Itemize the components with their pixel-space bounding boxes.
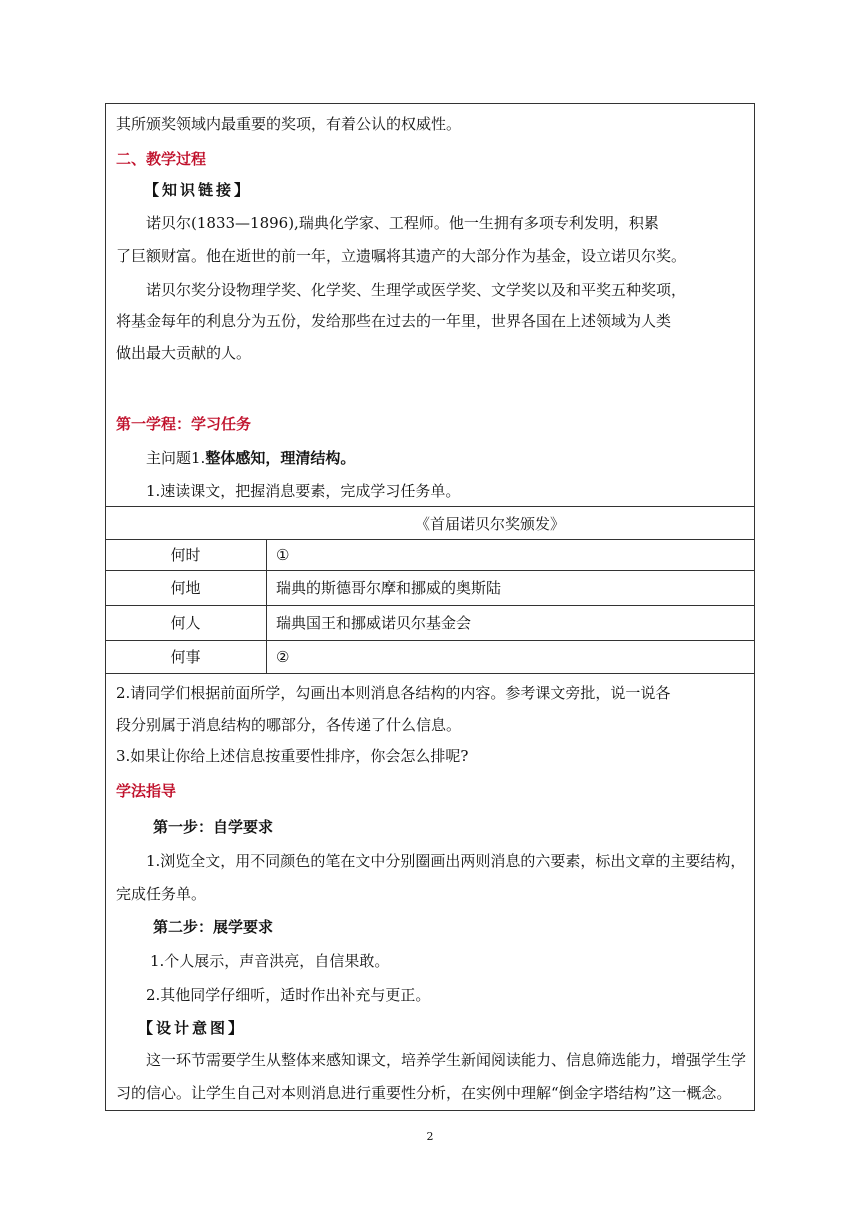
table-caption: 《首届诺贝尔奖颁发》 (414, 515, 565, 533)
task1-text: 1.速读课文，把握消息要素，完成学习任务单。 (146, 482, 461, 500)
page-number: 2 (426, 1130, 434, 1143)
step2-item1: 1.个人展示，声音洪亮，自信果敢。 (150, 952, 390, 970)
table-row-label: 何人 (170, 614, 201, 632)
table-row-value: ② (276, 648, 290, 666)
table-rule (105, 640, 755, 641)
section-title: 二、教学过程 (116, 150, 207, 168)
table-rule (105, 570, 755, 571)
knowledge-heading: 【知识链接】 (144, 181, 253, 199)
main-question-prefix: 主问题1. (146, 449, 206, 467)
table-rule (105, 539, 755, 540)
question2-line1: 2.请同学们根据前面所学，勾画出本则消息各结构的内容。参考课文旁批，说一说各 (116, 684, 671, 702)
knowledge-p1-line1: 诺贝尔(1833—1896),瑞典化学家、工程师。他一生拥有多项专利发明，积累 (146, 214, 659, 232)
table-row-label: 何时 (170, 546, 201, 564)
table-top-rule (105, 506, 755, 507)
table-row-value: 瑞典的斯德哥尔摩和挪威的奥斯陆 (276, 579, 502, 597)
main-question-text: 整体感知，理清结构。 (205, 449, 356, 467)
design-heading: 【设计意图】 (138, 1019, 247, 1037)
question2-line2: 段分别属于消息结构的哪部分，各传递了什么信息。 (116, 716, 462, 734)
knowledge-p2-line2: 将基金每年的利息分为五份，发给那些在过去的一年里，世界各国在上述领域为人类 (116, 312, 672, 330)
intro-line: 其所颁奖领域内最重要的奖项，有着公认的权威性。 (116, 115, 462, 133)
table-bottom-rule (105, 673, 755, 674)
table-row-value: ① (276, 546, 290, 564)
table-row-label: 何事 (170, 648, 201, 666)
step2-title: 第二步：展学要求 (153, 918, 274, 936)
table-column-rule (266, 539, 267, 673)
step1-title: 第一步：自学要求 (153, 818, 274, 836)
step1-item-line2: 完成任务单。 (116, 885, 207, 903)
step1-item-line1: 1.浏览全文，用不同颜色的笔在文中分别圈画出两则消息的六要素，标出文章的主要结构， (146, 852, 746, 870)
design-line2: 习的信心。让学生自己对本则消息进行重要性分析，在实例中理解“倒金字塔结构”这一概念。 (116, 1084, 732, 1102)
design-line1: 这一环节需要学生从整体来感知课文，培养学生新闻阅读能力、信息筛选能力，增强学生学 (146, 1051, 747, 1069)
table-row-value: 瑞典国王和挪威诺贝尔基金会 (276, 614, 472, 632)
step2-item2: 2.其他同学仔细听，适时作出补充与更正。 (146, 986, 431, 1004)
knowledge-p2-line3: 做出最大贡献的人。 (116, 344, 252, 362)
question3: 3.如果让你给上述信息按重要性排序，你会怎么排呢? (116, 747, 469, 765)
table-rule (105, 605, 755, 606)
main-question (146, 448, 355, 468)
method-title: 学法指导 (116, 782, 177, 800)
table-row-label: 何地 (170, 579, 201, 597)
stage1-title: 第一学程：学习任务 (116, 415, 252, 433)
knowledge-p1-line2: 了巨额财富。他在逝世的前一年，立遗嘱将其遗产的大部分作为基金，设立诺贝尔奖。 (116, 247, 687, 265)
knowledge-p2-line1: 诺贝尔奖分设物理学奖、化学奖、生理学或医学奖、文学奖以及和平奖五种奖项， (146, 281, 687, 299)
